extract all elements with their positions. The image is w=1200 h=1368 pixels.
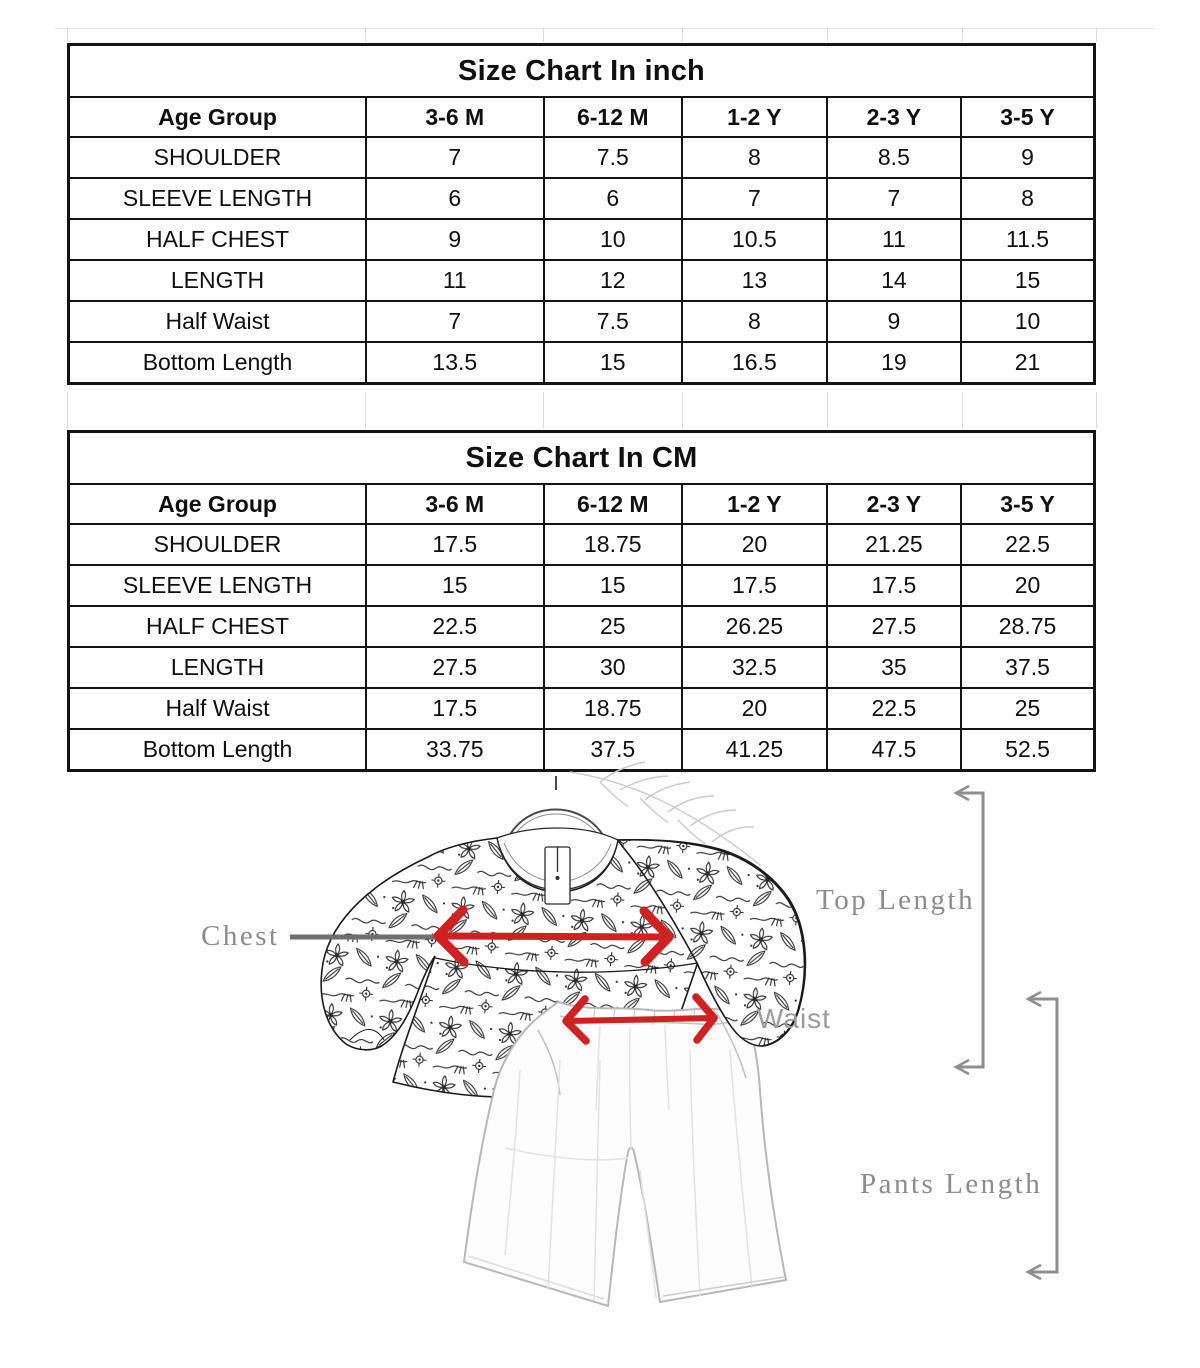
size-table (67, 43, 1096, 385)
size-cell: 52.5 (961, 729, 1094, 771)
size-cell: 13 (682, 260, 827, 301)
column-header: 6-12 M (544, 97, 683, 137)
row-label: HALF CHEST (69, 219, 367, 260)
size-cell: 47.5 (827, 729, 961, 771)
size-cell: 8 (961, 178, 1094, 219)
top-length-bracket (956, 786, 983, 1074)
size-cell: 7 (682, 178, 827, 219)
header-row (69, 484, 1095, 524)
size-cell: 9 (366, 219, 543, 260)
size-cell: 15 (366, 565, 543, 606)
size-cell: 28.75 (961, 606, 1094, 647)
size-cell: 16.5 (682, 342, 827, 384)
size-cell: 8 (682, 137, 827, 178)
column-header: 3-5 Y (961, 97, 1094, 137)
size-cell: 17.5 (682, 565, 827, 606)
size-cell: 6 (366, 178, 543, 219)
size-cell: 17.5 (366, 524, 543, 565)
table-title: Size Chart In inch (69, 45, 1095, 98)
size-cell: 25 (961, 688, 1094, 729)
size-cell: 37.5 (544, 729, 683, 771)
size-cell: 27.5 (366, 647, 543, 688)
chest-label: Chest (201, 920, 280, 952)
size-cell: 30 (544, 647, 683, 688)
size-cell: 12 (544, 260, 683, 301)
gridline (827, 28, 828, 42)
size-cell: 41.25 (682, 729, 827, 771)
size-cell: 15 (961, 260, 1094, 301)
size-cell: 7.5 (544, 301, 683, 342)
table-row (69, 606, 1095, 647)
size-cell: 15 (544, 565, 683, 606)
size-cell: 18.75 (544, 688, 683, 729)
size-cell: 10 (544, 219, 683, 260)
size-cell: 20 (682, 688, 827, 729)
size-cell: 7 (366, 137, 543, 178)
gridline (365, 28, 366, 42)
gridline (543, 392, 544, 428)
column-header: 2-3 Y (827, 97, 961, 137)
gridline (55, 28, 1155, 29)
size-cell: 14 (827, 260, 961, 301)
top-length-label: Top Length (816, 884, 976, 916)
row-label: SHOULDER (69, 137, 367, 178)
size-cell: 21 (961, 342, 1094, 384)
column-header: 3-6 M (366, 484, 543, 524)
size-table (67, 430, 1096, 772)
row-label: Half Waist (69, 688, 367, 729)
pants-length-bracket (1028, 992, 1057, 1279)
size-cell: 25 (544, 606, 683, 647)
size-cell: 17.5 (366, 688, 543, 729)
size-cell: 19 (827, 342, 961, 384)
size-cell: 8.5 (827, 137, 961, 178)
size-cell: 37.5 (961, 647, 1094, 688)
size-cell: 11 (827, 219, 961, 260)
table-row (69, 219, 1095, 260)
row-label: Half Waist (69, 301, 367, 342)
size-cell: 8 (682, 301, 827, 342)
table-row (69, 524, 1095, 565)
table-row (69, 301, 1095, 342)
size-cell: 20 (961, 565, 1094, 606)
size-cell: 7.5 (544, 137, 683, 178)
column-header: 3-6 M (366, 97, 543, 137)
pants-length-label: Pants Length (860, 1168, 1043, 1200)
table-row (69, 137, 1095, 178)
size-cell: 10.5 (682, 219, 827, 260)
size-cell: 27.5 (827, 606, 961, 647)
size-cell: 15 (544, 342, 683, 384)
size-cell: 7 (366, 301, 543, 342)
size-cell: 9 (827, 301, 961, 342)
size-cell: 22.5 (827, 688, 961, 729)
column-header: 3-5 Y (961, 484, 1094, 524)
row-label: HALF CHEST (69, 606, 367, 647)
size-cell: 9 (961, 137, 1094, 178)
table-row (69, 688, 1095, 729)
gridline (962, 28, 963, 42)
column-header: 1-2 Y (682, 97, 827, 137)
row-label: SLEEVE LENGTH (69, 565, 367, 606)
waist-label: Waist (757, 1003, 831, 1034)
size-cell: 26.25 (682, 606, 827, 647)
gridline (962, 392, 963, 428)
row-label: Bottom Length (69, 342, 367, 384)
size-cell: 11 (366, 260, 543, 301)
row-label: SHOULDER (69, 524, 367, 565)
column-header: Age Group (69, 97, 367, 137)
size-cell: 21.25 (827, 524, 961, 565)
gridline (543, 28, 544, 42)
size-cell: 35 (827, 647, 961, 688)
column-header: 6-12 M (544, 484, 683, 524)
pants-sketch (464, 1002, 786, 1306)
gridline (1096, 28, 1097, 42)
table-row (69, 178, 1095, 219)
table-row (69, 342, 1095, 384)
size-cell: 13.5 (366, 342, 543, 384)
size-cell: 7 (827, 178, 961, 219)
row-label: LENGTH (69, 260, 367, 301)
size-cell: 18.75 (544, 524, 683, 565)
size-cell: 22.5 (961, 524, 1094, 565)
gridline (682, 28, 683, 42)
gridline (827, 392, 828, 428)
gridline (365, 392, 366, 428)
column-header: Age Group (69, 484, 367, 524)
size-cell: 6 (544, 178, 683, 219)
column-header: 2-3 Y (827, 484, 961, 524)
size-cell: 11.5 (961, 219, 1094, 260)
row-label: SLEEVE LENGTH (69, 178, 367, 219)
column-header: 1-2 Y (682, 484, 827, 524)
size-cell: 33.75 (366, 729, 543, 771)
gridline (67, 392, 68, 428)
row-label: LENGTH (69, 647, 367, 688)
table-row (69, 647, 1095, 688)
gridline (1096, 392, 1097, 428)
header-row (69, 97, 1095, 137)
size-chart-inch (67, 43, 1096, 385)
size-cell: 32.5 (682, 647, 827, 688)
size-cell: 22.5 (366, 606, 543, 647)
row-label: Bottom Length (69, 729, 367, 771)
size-chart-cm (67, 430, 1096, 772)
size-cell: 20 (682, 524, 827, 565)
size-cell: 17.5 (827, 565, 961, 606)
gridline (67, 28, 68, 42)
garment-measurement-diagram (0, 760, 1200, 1368)
table-row (69, 565, 1095, 606)
gridline (682, 392, 683, 428)
table-row (69, 260, 1095, 301)
table-title: Size Chart In CM (69, 432, 1095, 485)
size-cell: 10 (961, 301, 1094, 342)
